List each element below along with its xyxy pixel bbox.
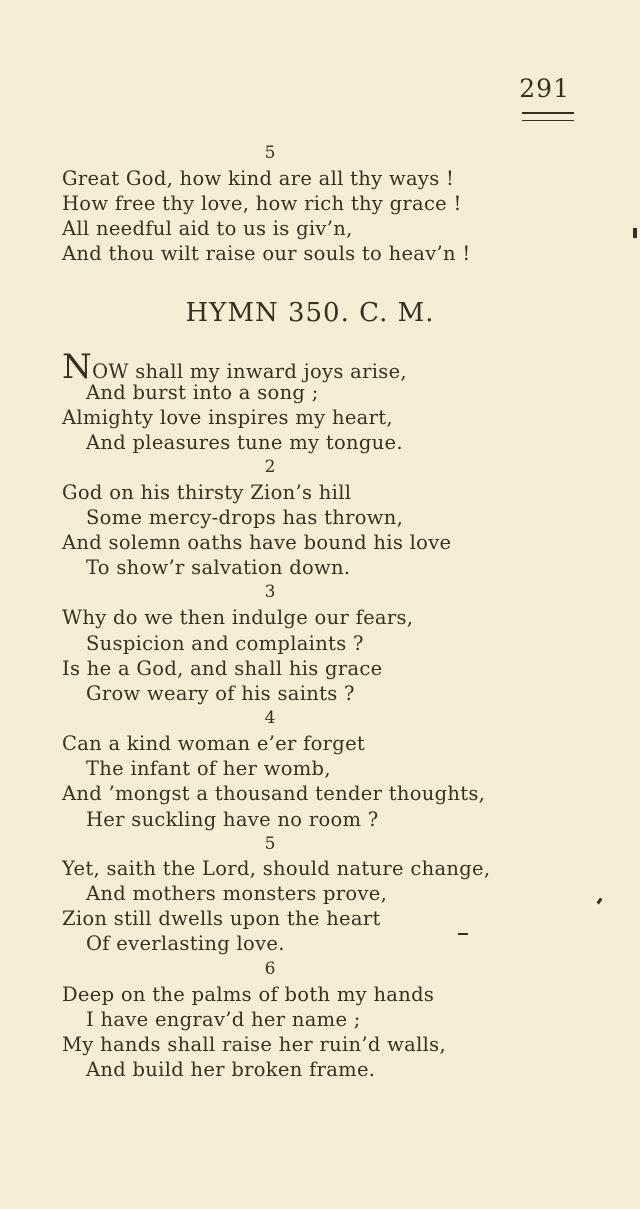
verse-line: Can a kind woman e’er forget — [62, 732, 366, 755]
verse-line: And build her broken frame. — [86, 1058, 376, 1081]
verse-line: Suspicion and complaints ? — [86, 632, 364, 655]
verse-line: Grow weary of his saints ? — [86, 682, 355, 705]
stanza-number: 5 — [264, 143, 276, 163]
verse-line: God on his thirsty Zion’s hill — [62, 481, 352, 504]
drop-cap: N — [62, 347, 93, 387]
stanza-number: 3 — [264, 582, 276, 602]
verse-line: My hands shall raise her ruin’d walls, — [62, 1033, 446, 1056]
margin-mark — [633, 228, 637, 238]
verse-line: Great God, how kind are all thy ways ! — [62, 167, 455, 190]
stanza-number: 4 — [264, 708, 276, 728]
verse-line-first — [62, 347, 407, 387]
stanza-number: 2 — [264, 457, 276, 477]
verse-line: Almighty love inspires my heart, — [62, 406, 393, 429]
verse-line: Why do we then indulge our fears, — [62, 606, 414, 629]
margin-mark — [597, 898, 603, 905]
verse-line: Yet, saith the Lord, should nature change, — [62, 857, 491, 880]
verse-line: And burst into a song ; — [86, 381, 319, 404]
page-number: 291 — [519, 74, 570, 103]
verse-line: Some mercy-drops has thrown, — [86, 506, 404, 529]
verse-line: How free thy love, how rich thy grace ! — [62, 192, 462, 215]
verse-line: And ’mongst a thousand tender thoughts, — [62, 782, 486, 805]
verse-line: Of everlasting love. — [86, 932, 285, 955]
hymn-title: HYMN 350. C. M. — [185, 298, 435, 328]
verse-line: To show’r salvation down. — [86, 556, 351, 579]
header-rule-thin — [522, 120, 574, 121]
stanza-number: 6 — [264, 959, 276, 979]
verse-line: Her suckling have no room ? — [86, 808, 379, 831]
verse-line: The infant of her womb, — [86, 757, 331, 780]
verse-line: And mothers monsters prove, — [86, 882, 388, 905]
verse-line: Zion still dwells upon the heart — [62, 907, 381, 930]
verse-line: Is he a God, and shall his grace — [62, 657, 383, 680]
stanza-number: 5 — [264, 834, 276, 854]
verse-line: And pleasures tune my tongue. — [86, 431, 403, 454]
verse-line: Deep on the palms of both my hands — [62, 983, 435, 1006]
verse-line: And solemn oaths have bound his love — [62, 531, 452, 554]
header-rule — [522, 112, 574, 114]
verse-line: All needful aid to us is giv’n, — [62, 217, 353, 240]
first-line-text: OW shall my inward joys arise, — [92, 360, 407, 383]
margin-mark — [458, 933, 468, 935]
verse-line: I have engrav’d her name ; — [86, 1008, 361, 1031]
verse-line: And thou wilt raise our souls to heav’n ! — [62, 242, 471, 265]
